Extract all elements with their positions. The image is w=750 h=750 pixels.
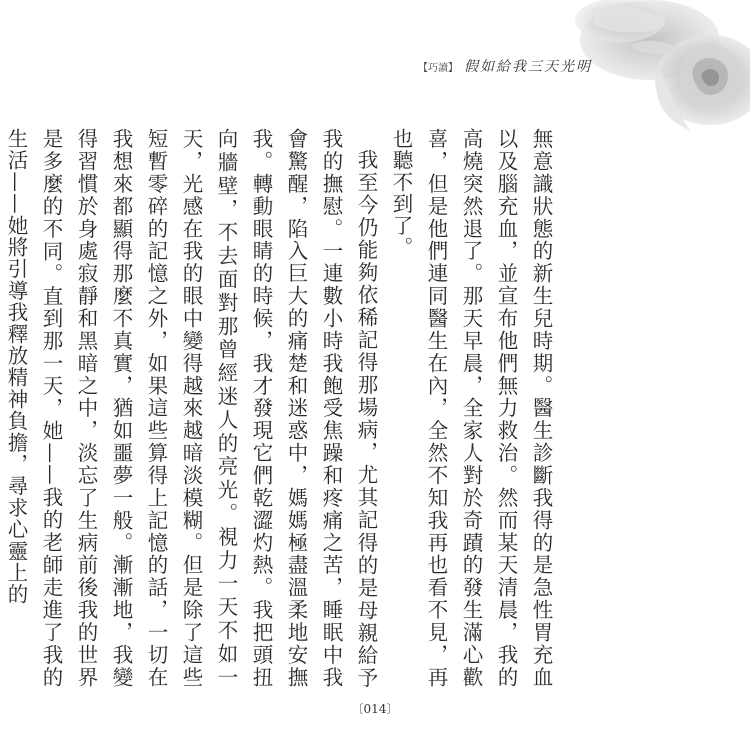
page-number: 〔014〕 (351, 702, 399, 716)
running-header (418, 56, 592, 76)
header-book-title: 假如給我三天光明 (464, 59, 592, 75)
paragraph-1: 無意識狀態的新生兒時期。醫生診斷我得的是急性胃充血以及腦充血，並宣布他們無力救治。然而某天清晨，我的高燒突然退了。那天早晨，全家人對於奇蹟的發生滿心歡喜，但是他們連同醫生在內，全然不知我再也看不見，再也聽不到了。 (389, 128, 553, 688)
vertical-body-text (4, 128, 558, 688)
paragraph-2: 我至今仍能夠依稀記得那場病，尤其記得的是母親給予我的撫慰。一連數小時我飽受焦躁和疼痛之苦，睡眠中我會驚醒，陷入巨大的痛楚和迷惑中，媽媽極盡溫柔地安撫我。轉動眼睛的時候，我才發現它們乾澀灼熱。我把頭扭向牆壁，不去面對那曾經迷人的亮光。視力一天不如一天，光感在我的眼中變得越來越暗淡模糊。但是除了這些短暫零碎的記憶之外，如果這些算得上記憶的話，一切在我想來都顯得那麼不真實，猶如噩夢一般。漸漸地，我變得習慣於身處寂靜和黑暗之中，淡忘了生病前後我的世界是多麼的不同。直到那一天，她——我的老師走進了我的生活——她將引導我釋放精神負擔，尋求心靈上的 (4, 128, 378, 688)
header-tag: 【巧讀】 (418, 62, 458, 74)
